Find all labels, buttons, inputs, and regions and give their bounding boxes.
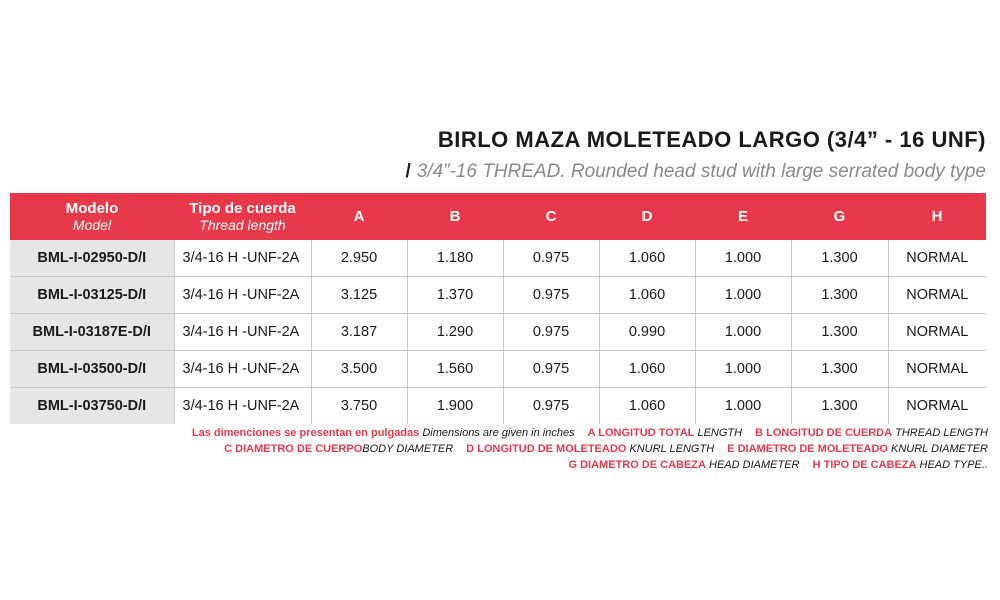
header-e: E	[695, 193, 791, 240]
cell-e: 1.000	[695, 240, 791, 277]
cell-a: 2.950	[311, 240, 407, 277]
page-title: BIRLO MAZA MOLETEADO LARGO (3/4” - 16 UNF)	[437, 127, 986, 152]
note-e-es: E DIAMETRO DE MOLETEADO	[727, 443, 888, 455]
cell-c: 0.975	[503, 314, 599, 351]
table-row	[10, 277, 986, 314]
cell-d: 0.990	[599, 314, 695, 351]
cell-b: 1.900	[407, 388, 503, 425]
cell-thread: 3/4-16 H -UNF-2A	[174, 388, 311, 425]
cell-d: 1.060	[599, 388, 695, 425]
cell-b: 1.370	[407, 277, 503, 314]
subtitle-slash: /	[405, 161, 411, 182]
cell-a: 3.500	[311, 351, 407, 388]
cell-d: 1.060	[599, 351, 695, 388]
note-c-en: BODY DIAMETER	[362, 443, 454, 455]
cell-thread: 3/4-16 H -UNF-2A	[174, 240, 311, 277]
notes-line-3	[192, 457, 988, 473]
cell-h: NORMAL	[888, 240, 986, 277]
table-body	[10, 240, 986, 424]
cell-model: BML-I-03500-D/I	[10, 351, 174, 388]
note-b-en: THREAD LENGTH	[895, 427, 988, 439]
subtitle-text: 3/4”-16 THREAD. Rounded head stud with large serrated body type	[416, 161, 986, 182]
table-row	[10, 314, 986, 351]
cell-b: 1.290	[407, 314, 503, 351]
cell-e: 1.000	[695, 351, 791, 388]
cell-thread: 3/4-16 H -UNF-2A	[174, 351, 311, 388]
notes-line-1	[192, 425, 988, 441]
table-row	[10, 351, 986, 388]
cell-e: 1.000	[695, 314, 791, 351]
header-b: B	[407, 193, 503, 240]
cell-g: 1.300	[791, 240, 888, 277]
note-e-en: KNURL DIAMETER	[891, 443, 988, 455]
header-model-es: Modelo	[65, 200, 119, 217]
cell-h: NORMAL	[888, 388, 986, 425]
cell-a: 3.125	[311, 277, 407, 314]
cell-g: 1.300	[791, 351, 888, 388]
header-a: A	[311, 193, 407, 240]
cell-g: 1.300	[791, 314, 888, 351]
note-h-en: HEAD TYPE..	[919, 459, 988, 471]
cell-thread: 3/4-16 H -UNF-2A	[174, 277, 311, 314]
header-thread-en: Thread length	[199, 217, 286, 233]
cell-a: 3.187	[311, 314, 407, 351]
note-units-es: Las dimenciones se presentan en pulgadas	[191, 427, 420, 439]
cell-model: BML-I-02950-D/I	[10, 240, 174, 277]
note-h-es: H TIPO DE CABEZA	[812, 459, 917, 471]
note-a-en: LENGTH	[697, 427, 743, 439]
header-d: D	[599, 193, 695, 240]
cell-thread: 3/4-16 H -UNF-2A	[174, 314, 311, 351]
note-d-en: KNURL LENGTH	[629, 443, 715, 455]
header-g: G	[791, 193, 888, 240]
table-header	[10, 193, 986, 240]
note-g-en: HEAD DIAMETER	[709, 459, 800, 471]
cell-c: 0.975	[503, 388, 599, 425]
note-d-es: D LONGITUD DE MOLETEADO	[466, 443, 627, 455]
note-a-es: A LONGITUD TOTAL	[587, 427, 695, 439]
cell-c: 0.975	[503, 240, 599, 277]
note-units-en: Dimensions are given in inches	[422, 427, 575, 439]
cell-b: 1.560	[407, 351, 503, 388]
header-thread-es: Tipo de cuerda	[189, 200, 296, 217]
notes-line-2	[192, 441, 988, 457]
cell-b: 1.180	[407, 240, 503, 277]
cell-e: 1.000	[695, 388, 791, 425]
header-c: C	[503, 193, 599, 240]
header-thread	[174, 193, 311, 240]
cell-e: 1.000	[695, 277, 791, 314]
cell-model: BML-I-03187E-D/I	[10, 314, 174, 351]
note-g-es: G DIAMETRO DE CABEZA	[568, 459, 706, 471]
header-h: H	[888, 193, 986, 240]
page-subtitle	[405, 161, 986, 183]
cell-model: BML-I-03750-D/I	[10, 388, 174, 425]
cell-model: BML-I-03125-D/I	[10, 277, 174, 314]
cell-h: NORMAL	[888, 277, 986, 314]
cell-h: NORMAL	[888, 351, 986, 388]
cell-a: 3.750	[311, 388, 407, 425]
cell-g: 1.300	[791, 388, 888, 425]
cell-c: 0.975	[503, 351, 599, 388]
cell-c: 0.975	[503, 277, 599, 314]
cell-d: 1.060	[599, 240, 695, 277]
note-c-es: C DIAMETRO DE CUERPO	[224, 443, 363, 455]
note-b-es: B LONGITUD DE CUERDA	[755, 427, 893, 439]
cell-g: 1.300	[791, 277, 888, 314]
spec-table	[10, 193, 986, 424]
dimension-notes	[192, 425, 988, 473]
table-row	[10, 388, 986, 425]
cell-h: NORMAL	[888, 314, 986, 351]
cell-d: 1.060	[599, 277, 695, 314]
header-model-en: Model	[72, 217, 112, 233]
header-model	[10, 193, 174, 240]
table-row	[10, 240, 986, 277]
